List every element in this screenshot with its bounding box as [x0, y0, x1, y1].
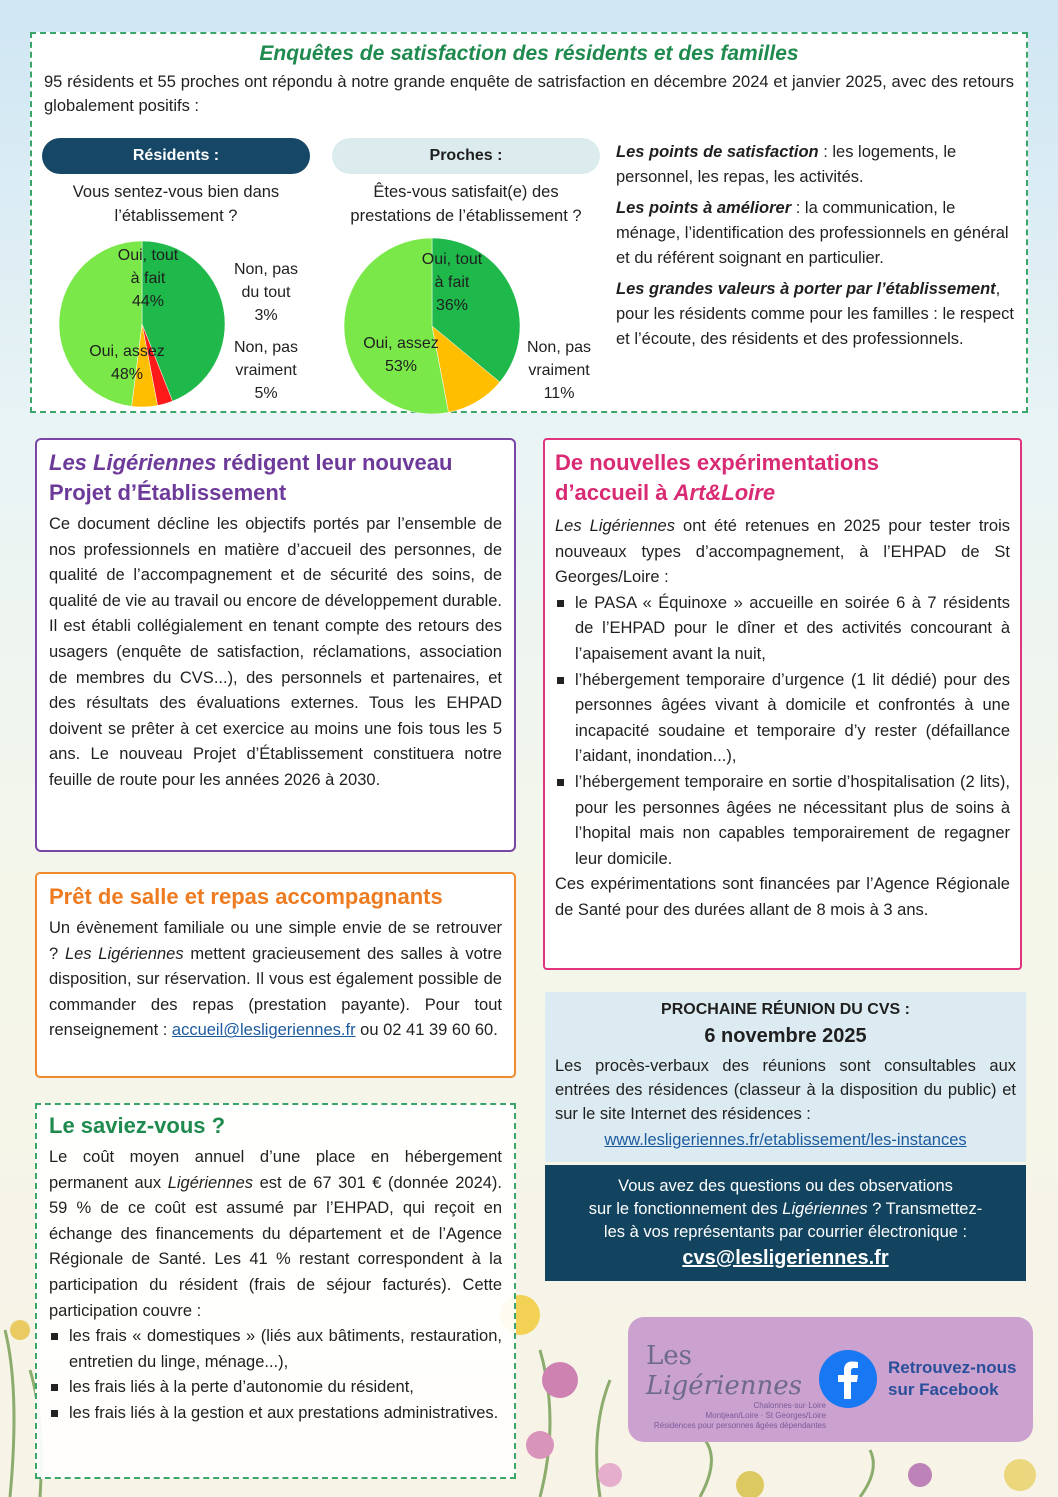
saviez-vous-section	[35, 1103, 516, 1479]
list-item: l’hébergement temporaire d’urgence (1 lit dédié) pour des personnes âgées vivant à domicile et confrontés à une incapacité soudaine et temporaire d’y rester (défaillance l’aidant, inondation...),	[555, 668, 1010, 770]
proches-question	[316, 180, 616, 228]
proches-pill-label: Proches :	[429, 147, 503, 164]
contact-text-italic: Ligériennes	[782, 1200, 868, 1218]
pret-text-italic: Les Ligériennes	[64, 944, 184, 963]
logo-sub2: Montjean/Loire · St Georges/Loire	[705, 1411, 826, 1420]
contact-line2	[555, 1198, 1016, 1221]
logo-text: Les	[646, 1341, 692, 1371]
label-value: 3%	[254, 307, 278, 324]
pret-text: Un évènement familiale ou une simple envie de se retrouver ?	[49, 919, 502, 963]
survey-section	[30, 32, 1028, 413]
facebook-line1: Retrouvez-nous	[888, 1358, 1017, 1377]
saviez-text: est de 67 301 € (donnée 2024). 59 % de ce coût est assumé par l’EHPAD, qui reçoit en échange des financements du département et de l’Agence Régionale de Santé. Les 41 % restant correspondent à la participation du résident (frais de séjour facturés). Cette participation couvre :	[49, 1173, 503, 1320]
accueil-email-link[interactable]: accueil@lesligeriennes.fr	[171, 1021, 356, 1040]
projet-etablissement-section	[35, 438, 516, 852]
pret-text: mettent gracieusement des salles à votre disposition, sur réservation. Il vous est également possible de commander des repas (prestation payante). Pour tout renseignement :	[49, 944, 503, 1040]
cvs-body: Les procès-verbaux des réunions sont consultables aux entrées des résidences (classeur à la disposition du public) et sur le site Internet des résidences :	[555, 1057, 1016, 1123]
survey-intro: 95 résidents et 55 proches ont répondu à notre grande enquête de satrisfaction en décembre 2024 et janvier 2025, avec des retours globalement positifs :	[44, 73, 1014, 115]
projet-title	[49, 448, 502, 508]
list-item: l’hébergement temporaire en sortie d’hospitalisation (2 lits), pour les personnes âgées ne nécessitant plus de soins à l’hopital mais non capables temporairement de regagner leur domicile.	[555, 770, 1010, 872]
footer-banner	[628, 1317, 1033, 1442]
residents-pill	[42, 138, 310, 174]
list-item: les frais « domestiques » (liés aux bâtiments, restauration, entretien du linge, ménage...),	[49, 1324, 502, 1375]
cvs-instances-link[interactable]: www.lesligeriennes.fr/etablissement/les-instances	[604, 1131, 967, 1149]
saviez-text-italic: Ligériennes	[167, 1173, 254, 1192]
label-value: 11%	[543, 385, 575, 402]
label-value: 53%	[384, 358, 418, 375]
finding-text: : la communication, le ménage, l’identification des professionnels en général et du référent soignant en particulier.	[616, 199, 1009, 267]
label-line: à fait	[434, 274, 470, 291]
contact-cvs-section	[545, 1165, 1026, 1281]
list-item: les frais liés à la gestion et aux prestations administratives.	[49, 1401, 502, 1427]
proches-label-tout-a-fait	[402, 248, 502, 317]
residents-label-assez	[72, 340, 182, 386]
cvs-email-link[interactable]: cvs@lesligeriennes.fr	[682, 1247, 889, 1269]
residents-label-pas-du-tout	[224, 258, 308, 327]
cvs-meeting-section	[545, 992, 1026, 1162]
proches-label-assez	[346, 332, 456, 378]
contact-line3: les à vos représentants par courrier électronique :	[603, 1223, 968, 1241]
residents-question-line2: l’établissement ?	[114, 207, 238, 225]
experiment-title-italic: Art&Loire	[673, 480, 776, 505]
ligeriennes-logo	[646, 1341, 826, 1431]
survey-findings	[616, 140, 1016, 358]
list-item: les frais liés à la perte d’autonomie du résident,	[49, 1375, 502, 1401]
contact-text: sur le fonctionnement des	[588, 1200, 783, 1218]
finding-label: Les grandes valeurs à porter par l’établissement	[616, 280, 996, 298]
finding-label: Les points à améliorer	[616, 199, 792, 217]
finding-satisfaction	[616, 140, 1016, 190]
cvs-heading: PROCHAINE RÉUNION DU CVS :	[661, 1001, 910, 1018]
proches-question-line2: prestations de l’établissement ?	[350, 207, 582, 225]
finding-valeurs	[616, 277, 1016, 352]
cvs-date: 6 novembre 2025	[704, 1025, 867, 1047]
residents-question-line1: Vous sentez-vous bien dans	[72, 183, 280, 201]
label-value: 44%	[131, 293, 165, 310]
saviez-text: Le coût moyen annuel d’une place en hébergement permanent aux	[49, 1148, 502, 1192]
experiment-intro	[555, 514, 1010, 591]
finding-text: , pour les résidents comme pour les familles : le respect et l’écoute, des résidents et des professionnels.	[616, 280, 1014, 348]
experiment-outro: Ces expérimentations sont financées par l’Agence Régionale de Santé pour des durées allant de 8 mois à 3 ans.	[555, 875, 1010, 919]
label-line: Non, pas	[233, 261, 299, 278]
label-line: Oui, assez	[89, 343, 165, 360]
contact-text: ? Transmettez-	[867, 1200, 983, 1218]
contact-line1: Vous avez des questions ou des observations	[618, 1177, 953, 1195]
residents-label-pas-vraiment	[222, 336, 310, 405]
experiment-title-part: d’accueil à	[555, 480, 674, 505]
projet-body: Ce document décline les objectifs portés par l’ensemble de nos professionnels en matière d’accueil des personnes, de qualité de l’accompagnement et de sécurité des soins, de qualité de vie au travail ou encore de développement durable. Il est établi collégialement en tenant compte des retours des usagers (enquête de satisfaction, réclamations, association de membres du CVS...), des personnels et partenaires, et des résultats des évaluations externes. Tous les EHPAD doivent se prêter à cet exercice au moins une fois tous les 5 ans. Le nouveau Projet d’Établissement constituera notre feuille de route pour les années 2026 à 2030.	[49, 515, 502, 789]
label-value: 36%	[435, 297, 469, 314]
survey-title: Enquêtes de satisfaction des résidents et des familles	[259, 42, 799, 65]
pret-body	[49, 916, 502, 1044]
finding-text: : les logements, le personnel, les repas, les activités.	[616, 143, 957, 186]
label-line: vraiment	[528, 362, 590, 379]
experiment-intro-italic: Les Ligériennes	[555, 517, 675, 535]
label-line: Non, pas	[526, 339, 592, 356]
facebook-icon	[818, 1349, 878, 1409]
experiment-title	[555, 448, 1010, 508]
logo-sub3: Résidences pour personnes âgées dépendantes	[653, 1421, 826, 1430]
experimentations-section	[543, 438, 1022, 970]
label-line: Oui, tout	[117, 247, 179, 264]
residents-pill-label: Résidents :	[132, 147, 220, 164]
label-value: 48%	[110, 366, 144, 383]
logo-text-italic: Ligériennes	[646, 1371, 802, 1401]
projet-title-rest: rédigent leur nouveau Projet d’Établissement	[49, 450, 453, 505]
logo-sub1: Chalonnes·sur·Loire	[753, 1401, 826, 1410]
label-line: à fait	[130, 270, 166, 287]
saviez-body	[49, 1145, 502, 1324]
proches-pill	[332, 138, 600, 174]
pret-phone-text: ou 02 41 39 60 60.	[355, 1021, 498, 1040]
label-value: 5%	[254, 385, 278, 402]
label-line: vraiment	[235, 362, 297, 379]
proches-label-pas-vraiment	[514, 336, 604, 405]
list-item: le PASA « Équinoxe » accueille en soirée 6 à 7 résidents de l’EHPAD pour le dîner et des activités concourant à l’apaisement avant la nuit,	[555, 591, 1010, 668]
saviez-list	[49, 1324, 502, 1426]
residents-question	[42, 180, 310, 228]
label-line: Oui, assez	[363, 335, 439, 352]
label-line: Non, pas	[233, 339, 299, 356]
experiment-list	[555, 591, 1010, 873]
facebook-line2: sur Facebook	[888, 1380, 999, 1399]
pret-title: Prêt de salle et repas accompagnants	[49, 884, 443, 909]
saviez-title: Le saviez-vous ?	[49, 1113, 226, 1138]
finding-label: Les points de satisfaction	[616, 143, 819, 161]
facebook-link[interactable]	[818, 1349, 1016, 1409]
residents-label-tout-a-fait	[98, 244, 198, 313]
projet-title-italic: Les Ligériennes	[49, 450, 217, 475]
label-line: du tout	[241, 284, 291, 301]
experiment-title-line1: De nouvelles expérimentations	[555, 450, 879, 475]
finding-ameliorer	[616, 196, 1016, 271]
experiment-title-line2	[555, 478, 1010, 508]
experiment-intro-rest: ont été retenues en 2025 pour tester trois nouveaux types d’accompagnement, à l’EHPAD de St Georges/Loire :	[555, 517, 1010, 587]
proches-question-line1: Êtes-vous satisfait(e) des	[373, 183, 559, 201]
label-line: Oui, tout	[421, 251, 483, 268]
pret-salle-section	[35, 872, 516, 1078]
